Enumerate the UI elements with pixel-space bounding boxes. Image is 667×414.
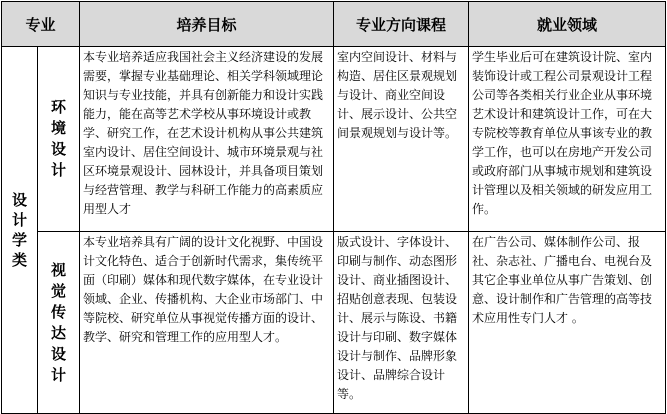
category-cell (2, 47, 38, 414)
courses-cell: 版式设计、字体设计、印刷与制作、动态图形设计、商业插图设计、招贴创意表现、包装设计、展示与陈设、书籍设计与印刷、数字媒体设计与制作、品牌形象设计、品牌综合设计等。 (334, 232, 469, 414)
major-cell (38, 232, 80, 414)
header-goal: 培养目标 (80, 2, 334, 47)
courses-cell: 室内空间设计、材料与构造、居住区景观规划与设计、商业空间设计、展示设计、公共空间景观规划与设计等。 (334, 47, 469, 232)
header-major: 专业 (2, 2, 80, 47)
category-label: 设计学类 (11, 191, 27, 269)
curriculum-table (1, 1, 666, 414)
header-career: 就业领域 (469, 2, 666, 47)
career-cell: 在广告公司、媒体制作公司、报社、杂志社、广播电台、电视台及其它企事业单位从事广告策划、创意、设计制作和广告管理的高等技术应用性专门人才 。 (469, 232, 666, 414)
major-cell (38, 47, 80, 232)
goal-cell: 本专业培养适应我国社会主义经济建设的发展需要，掌握专业基础理论、相关学科领域理论知识与专业技能，并具有创新能力和设计实践能力，能在高等艺术学校从事环境设计或教学、研究工作，在艺术设计机构从事公共建筑室内设计、居住空间设计、城市环境景观与社区环境景观设计、园林设计，并具备项目策划与经营管理、教学与科研工作能力的高素质应用型人才 (80, 47, 334, 232)
table-row (2, 47, 666, 232)
table-row (2, 232, 666, 414)
career-cell: 学生毕业后可在建筑设计院、室内装饰设计或工程公司景观设计工程公司等各类相关行业企业从事环境艺术设计和建筑设计工作，可在大专院校等教育单位从事该专业的教学工作，也可以在房地产开发公司或政府部门从事城市规划和建筑设计管理以及相关领域的研发应用工作。 (469, 47, 666, 232)
major-name: 视觉传达设计 (50, 260, 66, 384)
major-name: 环境设计 (50, 98, 66, 179)
header-courses: 专业方向课程 (334, 2, 469, 47)
header-row (2, 2, 666, 47)
goal-cell: 本专业培养具有广阔的设计文化视野、中国设计文化特色、适合于创新时代需求，集传统平面（印刷）媒体和现代数字媒体，在专业设计领域、企业、传播机构、大企业市场部门、中等院校、研究单位从事视觉传播方面的设计、教学、研究和管理工作的应用型人才。 (80, 232, 334, 414)
